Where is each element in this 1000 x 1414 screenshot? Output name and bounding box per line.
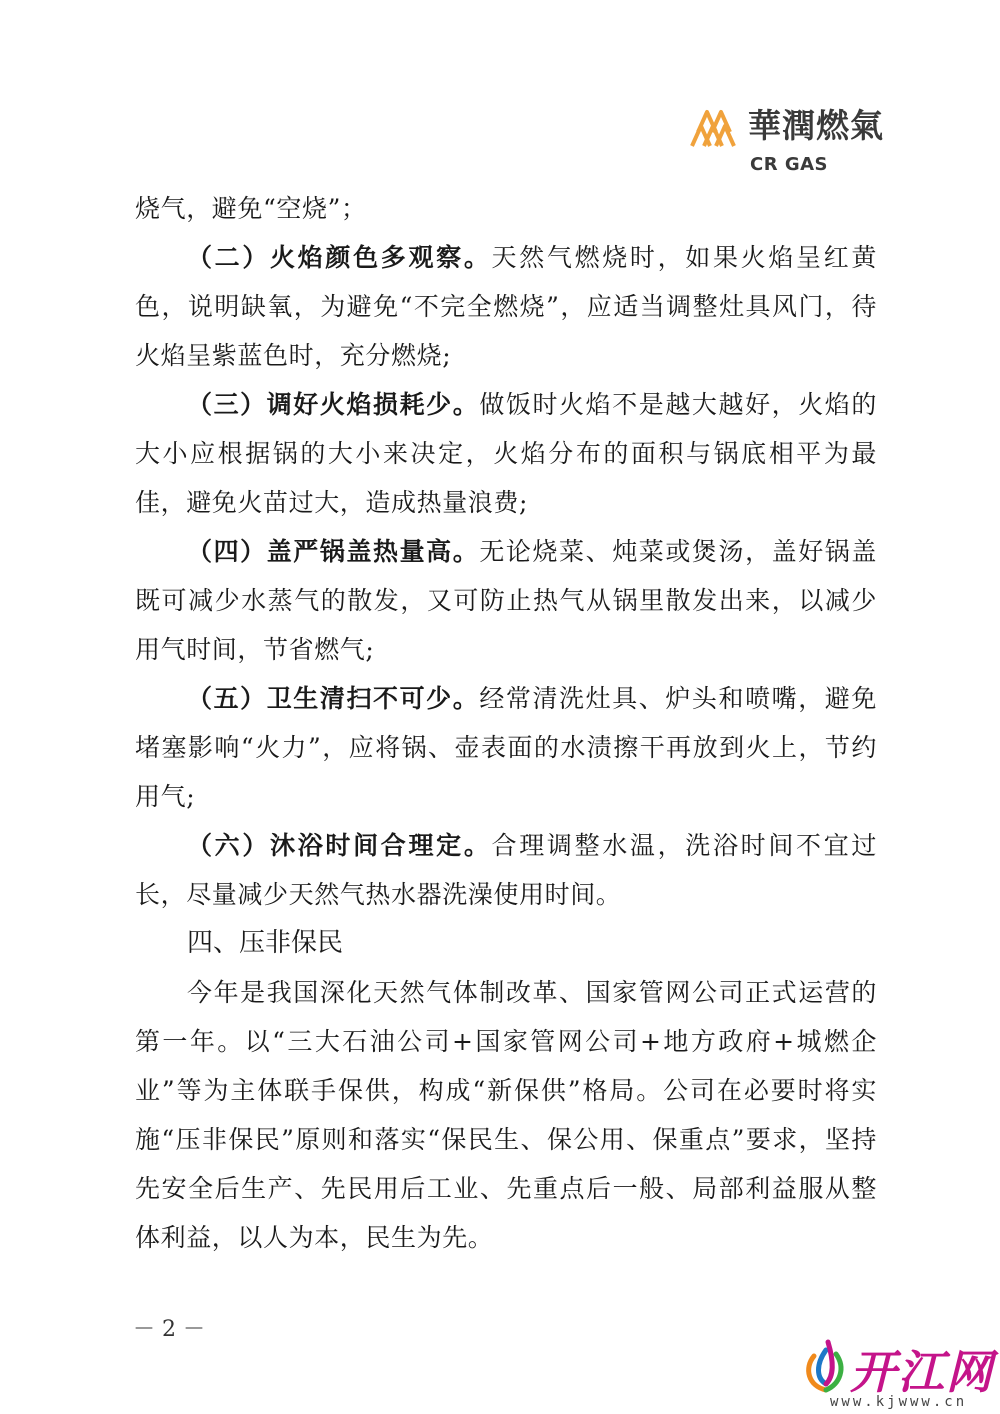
tip-text: 做饭时火焰不是越大越好，火焰的大小应根据锅的大小来决定，火焰分布的面积与锅底相平为最佳，避免火苗过大，造成热量浪费; <box>135 390 877 517</box>
tip-lead: （六）沐浴时间合理定。 <box>187 831 492 860</box>
tip-text: 合理调整水温，洗浴时间不宜过长，尽量减少天然气热水器洗澡使用时间。 <box>135 831 877 909</box>
swirl-logo-icon <box>800 1338 852 1394</box>
tip-lead: （三）调好火焰损耗少。 <box>187 390 480 419</box>
logo-english-name: CR GAS <box>750 154 829 175</box>
section-body: 今年是我国深化天然气体制改革、国家管网公司正式运营的第一年。以“三大石油公司+国家管网公司+地方政府+城燃企业”等为主体联手保供，构成“新保供”格局。公司在必要时将实施“压非保民”原则和落实“保民生、保公用、保重点”要求，坚持先安全后生产、先民用后工业、先重点后一般、局部利益服从整体利益，以人为本，民生为先。 <box>135 978 877 1252</box>
watermark-url: www.kjwww.cn <box>830 1394 968 1410</box>
tip-text: 天然气燃烧时，如果火焰呈红黄色，说明缺氧，为避免“不完全燃烧”，应适当调整灶具风门，待火焰呈紫蓝色时，充分燃烧; <box>135 243 877 370</box>
tip-text: 经常清洗灶具、炉头和喷嘴，避免堵塞影响“火力”，应将锅、壶表面的水渍擦干再放到火上，节约用气; <box>135 684 877 811</box>
cr-gas-mountain-icon <box>690 106 744 150</box>
tip-text: 无论烧菜、炖菜或煲汤，盖好锅盖既可减少水蒸气的散发，又可防止热气从锅里散发出来，以减少用气时间，节省燃气; <box>135 537 877 664</box>
tip-paragraph-3 <box>135 380 877 527</box>
watermark-text: 开江网 <box>850 1345 994 1399</box>
tip-lead: （二）火焰颜色多观察。 <box>187 243 492 272</box>
tip-paragraph-2 <box>135 233 877 380</box>
paragraph-continuation <box>135 184 877 233</box>
tip-lead: （四）盖严锅盖热量高。 <box>187 537 480 566</box>
page-number: － 2 － <box>133 1317 205 1342</box>
tip-paragraph-6 <box>135 821 877 919</box>
document-body <box>135 184 877 1262</box>
tip-lead: （五）卫生清扫不可少。 <box>187 684 480 713</box>
tip-paragraph-4 <box>135 527 877 674</box>
company-logo <box>690 100 884 182</box>
site-watermark <box>800 1336 1000 1414</box>
logo-chinese-name: 華潤燃氣 <box>748 106 884 145</box>
section-heading: 四、压非保民 <box>187 928 344 958</box>
tip-paragraph-5 <box>135 674 877 821</box>
paragraph-text: 烧气，避免“空烧”； <box>135 194 367 223</box>
